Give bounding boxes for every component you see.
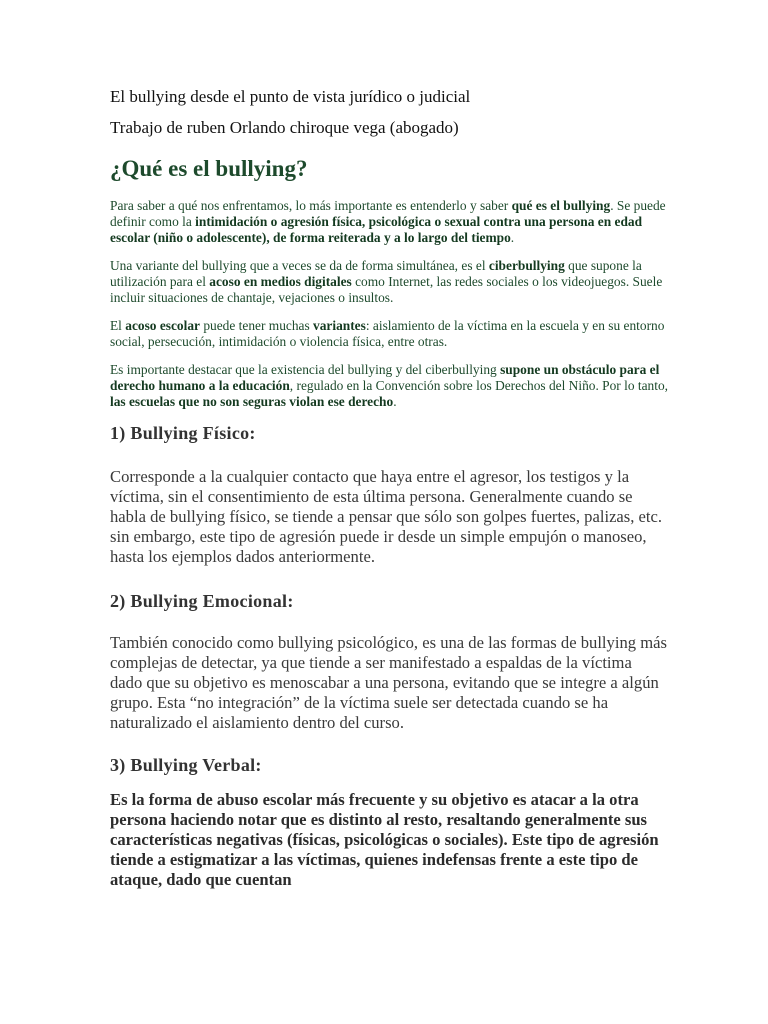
intro-paragraph-4 [110, 362, 668, 410]
intro-paragraph-3 [110, 318, 668, 350]
section-text-emocional: También conocido como bullying psicológico, es una de las formas de bullying más complejas de detectar, ya que tiende a ser manifestado a espaldas de la víctima dado que su objetivo es menoscabar a una persona, evitando que se integre a algún grupo. Esta “no integración” de la víctima suele ser detectada cuando se ha naturalizado el aislamiento dentro del curso. [110, 633, 667, 732]
intro-p2-bold-d: acoso en medios digitales [209, 274, 352, 289]
intro-p3-text-c: puede tener muchas [200, 318, 314, 333]
intro-p2-text-a: Una variante del bullying que a veces se da de forma simultánea, es el [110, 258, 489, 273]
section-heading-fisico: 1) Bullying Físico: [110, 423, 256, 443]
intro-p2-text-c: que supone la utilización para el [110, 258, 642, 289]
intro-p4-bold-d: las escuelas que no son seguras violan ese derecho [110, 394, 394, 409]
page-title: ¿Qué es el bullying? [110, 156, 308, 181]
document-author: Trabajo de ruben Orlando chiroque vega (abogado) [110, 118, 459, 137]
intro-p2-text-e: como Internet, las redes sociales o los videojuegos. Suele incluir situaciones de chantaje, vejaciones o insultos. [110, 274, 663, 305]
intro-paragraph-1 [110, 198, 668, 246]
intro-p2-bold-b: ciberbullying [488, 258, 565, 273]
document-subject: El bullying desde el punto de vista jurídico o judicial [110, 87, 471, 106]
intro-p4-bold-b: supone un obstáculo para el derecho humano a la educación [110, 362, 660, 393]
intro-p1-bold-d: intimidación o agresión física, psicológica o sexual contra una persona en edad escolar (niño o adolescente), de forma reiterada y a lo largo del tiempo [110, 214, 643, 245]
intro-p1-text-e: . [510, 230, 515, 245]
section-heading-emocional: 2) Bullying Emocional: [110, 591, 294, 611]
intro-p3-text-e: : aislamiento de la víctima en la escuela y en su entorno social, persecución, intimidación o violencia física, entre otras. [110, 318, 665, 349]
intro-p3-text-a: El [110, 318, 126, 333]
section-heading-verbal: 3) Bullying Verbal: [110, 755, 262, 775]
intro-p3-bold-b: acoso escolar [125, 318, 200, 333]
intro-p4-text-a: Es importante destacar que la existencia del bullying y del ciberbullying [110, 362, 501, 377]
section-text-verbal: Es la forma de abuso escolar más frecuente y su objetivo es atacar a la otra persona haciendo notar que es distinto al resto, resaltando generalmente sus características negativas (físicas, psicológicas o sociales). Este tipo de agresión tiende a estigmatizar a las víctimas, quienes indefensas frente a este tipo de ataque, dado que cuentan [110, 790, 659, 889]
intro-p3-bold-d: variantes [313, 318, 366, 333]
intro-p1-bold-b: qué es el bullying [511, 198, 611, 213]
intro-paragraph-2 [110, 258, 668, 306]
intro-section [110, 198, 668, 410]
intro-p1-text-c: . Se puede definir como la [110, 198, 666, 229]
intro-p4-text-e: . [393, 394, 397, 409]
intro-p4-text-c: , regulado en la Convención sobre los Derechos del Niño. Por lo tanto, [289, 378, 668, 393]
intro-p1-text-a: Para saber a qué nos enfrentamos, lo más importante es entenderlo y saber [110, 198, 512, 213]
section-text-fisico: Corresponde a la cualquier contacto que haya entre el agresor, los testigos y la víctima, sin el consentimiento de esta última persona. Generalmente cuando se habla de bullying físico, se tiende a pensar que sólo son golpes fuertes, palizas, etc. sin embargo, este tipo de agresión puede ir desde un simple empujón o manoseo, hasta los ejemplos dados anteriormente. [110, 467, 663, 566]
